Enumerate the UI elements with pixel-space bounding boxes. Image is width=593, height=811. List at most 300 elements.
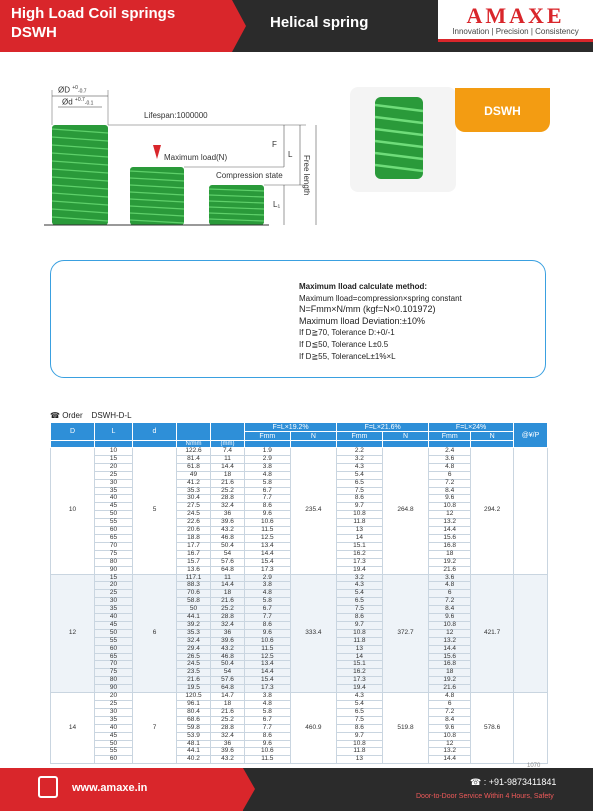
table-cell: 65 [95, 534, 133, 542]
table-cell: 17.3 [245, 685, 291, 693]
table-cell: 6.7 [245, 606, 291, 614]
table-cell: 43.2 [211, 756, 245, 764]
table-cell: 4.3 [337, 582, 383, 590]
table-cell: 53.9 [177, 732, 211, 740]
table-cell: 3.8 [245, 693, 291, 701]
table-cell: 12 [429, 511, 471, 519]
table-cell: 13.2 [429, 519, 471, 527]
table-cell: 24.5 [177, 511, 211, 519]
table-cell: 8.6 [245, 732, 291, 740]
formula-line-6: If D≧55, ToleranceL±1%×L [299, 351, 396, 361]
l-label: L [288, 150, 293, 159]
table-cell: 14.4 [211, 582, 245, 590]
table-cell: 17.3 [337, 677, 383, 685]
table-cell: 17.7 [177, 542, 211, 550]
table-cell: 58.8 [177, 598, 211, 606]
table-cell: 19.5 [177, 685, 211, 693]
table-cell: 21.6 [177, 677, 211, 685]
table-cell: 6.7 [245, 716, 291, 724]
table-cell: 40.2 [177, 756, 211, 764]
table-cell: 519.8 [382, 693, 429, 764]
table-cell: 16.2 [337, 550, 383, 558]
table-cell: 40 [95, 495, 133, 503]
table-cell: 14.4 [245, 550, 291, 558]
table-group-d14 [51, 693, 548, 764]
formula-line-5: If D≦50, Tolerance L±0.5 [299, 339, 389, 349]
table-cell: 12.5 [245, 653, 291, 661]
id-label: Ød $^{+0.7}$-0.1 [62, 97, 94, 107]
max-load-label: Maximum load(N) [164, 153, 228, 162]
table-cell: 32.4 [211, 621, 245, 629]
table-cell: 13.4 [245, 661, 291, 669]
table-cell: 26.5 [177, 653, 211, 661]
table-cell: 32.4 [211, 503, 245, 511]
lifespan-label: Lifespan:1000000 [144, 111, 208, 120]
table-cell: 44.1 [177, 614, 211, 622]
table-cell: 60 [95, 527, 133, 535]
table-cell: 29.4 [177, 645, 211, 653]
table-cell: 3.8 [245, 463, 291, 471]
table-cell: 9.6 [245, 740, 291, 748]
table-cell: 18 [211, 590, 245, 598]
table-cell: 4.8 [245, 590, 291, 598]
table-cell: 41.2 [177, 479, 211, 487]
table-cell: 50 [95, 740, 133, 748]
table-cell: 45 [95, 732, 133, 740]
compression-label: Compression state [216, 171, 283, 180]
table-cell: 17.3 [337, 558, 383, 566]
table-cell: 2.9 [245, 574, 291, 582]
table-cell: 36 [211, 740, 245, 748]
website-link[interactable]: www.amaxe.in [72, 782, 148, 794]
table-cell: 117.1 [177, 574, 211, 582]
table-cell: 122.6 [177, 448, 211, 456]
table-cell: 421.7 [471, 574, 514, 693]
table-cell: 65 [95, 653, 133, 661]
table-cell: 8.6 [245, 503, 291, 511]
table-cell: 25 [95, 701, 133, 709]
table-cell: 11 [211, 574, 245, 582]
table-cell: 11 [211, 455, 245, 463]
table-cell: 10 [51, 448, 95, 575]
table-cell: 8.4 [429, 487, 471, 495]
table-cell: 8.4 [429, 606, 471, 614]
table-cell: 70 [95, 661, 133, 669]
table-cell: 15.7 [177, 558, 211, 566]
table-cell: 9.7 [337, 732, 383, 740]
table-cell: 4.8 [245, 701, 291, 709]
page-number: 1070 [527, 763, 541, 769]
table-cell: 18 [429, 669, 471, 677]
table-cell: 55 [95, 519, 133, 527]
table-cell: 39.6 [211, 637, 245, 645]
table-cell: 9.6 [245, 629, 291, 637]
col-mm-blank [211, 423, 245, 441]
table-cell: 14.4 [211, 463, 245, 471]
col-n-3: N [471, 432, 514, 441]
brand-name: AMAXE [466, 3, 565, 28]
table-cell: 39.6 [211, 748, 245, 756]
table-group-d10 [51, 448, 548, 575]
table-cell: 48.1 [177, 740, 211, 748]
table-cell: 46.8 [211, 653, 245, 661]
table-cell: 88.3 [177, 582, 211, 590]
table-cell: 11.8 [337, 519, 383, 527]
table-cell: 20 [95, 582, 133, 590]
table-cell: 7.2 [429, 708, 471, 716]
formula-title: Maximum lload calculate method: [299, 282, 428, 291]
table-cell: 18 [211, 701, 245, 709]
title-line-1: High Load Coil springs [11, 5, 176, 22]
table-cell: 18 [211, 471, 245, 479]
table-cell: 39.6 [211, 519, 245, 527]
table-cell: 13.2 [429, 748, 471, 756]
shipping-note: Door-to-Door Service Within 4 Hours, Safety [416, 793, 554, 800]
table-cell: 7.7 [245, 724, 291, 732]
table-cell: 7.2 [429, 479, 471, 487]
phone-icon: ☎ [470, 777, 482, 787]
table-cell: 90 [95, 685, 133, 693]
formula-line-2: N=Fmm×N/mm (kgf=N×0.101972) [299, 304, 436, 315]
table-row [51, 574, 548, 582]
table-cell: 46.8 [211, 534, 245, 542]
table-cell: 20 [95, 693, 133, 701]
table-cell: 7.5 [337, 606, 383, 614]
unit-mm: (mm) [211, 441, 245, 448]
table-cell: 16.7 [177, 550, 211, 558]
table-cell: 9.6 [429, 724, 471, 732]
table-cell: 27.5 [177, 503, 211, 511]
table-cell: 4.3 [337, 693, 383, 701]
table-cell: 14 [51, 693, 95, 764]
table-cell: 35 [95, 606, 133, 614]
table-cell: 80 [95, 558, 133, 566]
footer-arrow [243, 768, 255, 810]
table-cell: 235.4 [290, 448, 337, 575]
order-label: Order [62, 411, 83, 420]
table-cell: 60 [95, 645, 133, 653]
table-cell: 12 [429, 740, 471, 748]
table-cell: 19.4 [337, 566, 383, 574]
table-cell: 14 [337, 534, 383, 542]
col-nmm-blank [177, 423, 211, 441]
table-cell: 75 [95, 669, 133, 677]
col-n-1: N [290, 432, 337, 441]
table-cell: 45 [95, 621, 133, 629]
table-cell: 3.8 [245, 582, 291, 590]
col-group-1: F=L×19.2% [245, 423, 337, 432]
table-cell: 8.4 [429, 716, 471, 724]
table-cell: 4.8 [429, 693, 471, 701]
table-cell: 49 [177, 471, 211, 479]
table-cell: 68.6 [177, 716, 211, 724]
table-group-d12 [51, 574, 548, 693]
table-cell: 25.2 [211, 606, 245, 614]
table-cell: 9.7 [337, 503, 383, 511]
table-cell: 40 [95, 614, 133, 622]
table-cell: 54 [211, 550, 245, 558]
table-row [51, 448, 548, 456]
table-cell: 11.5 [245, 756, 291, 764]
table-cell: 35 [95, 716, 133, 724]
table-cell: 19.4 [337, 685, 383, 693]
table-cell: 35.3 [177, 487, 211, 495]
section-title: Helical spring [270, 14, 369, 31]
spec-table [50, 422, 548, 764]
table-cell: 70 [95, 542, 133, 550]
load-arrow-icon [153, 145, 161, 159]
table-cell: 6.7 [245, 487, 291, 495]
table-cell: 5.8 [245, 598, 291, 606]
table-cell: 12 [429, 629, 471, 637]
table-cell: 35.3 [177, 629, 211, 637]
unit-nmm: N/mm [177, 441, 211, 448]
col-fmm-2: Fmm [337, 432, 383, 441]
f-label: F [272, 140, 277, 149]
table-cell: 32.4 [177, 637, 211, 645]
price-cell [514, 574, 548, 693]
table-cell: 44.1 [177, 748, 211, 756]
table-cell: 3.6 [429, 455, 471, 463]
table-cell: 16.8 [429, 661, 471, 669]
table-cell: 2.2 [337, 448, 383, 456]
col-fmm-1: Fmm [245, 432, 291, 441]
table-cell: 50.4 [211, 661, 245, 669]
table-cell: 294.2 [471, 448, 514, 575]
table-cell: 15.4 [245, 677, 291, 685]
table-cell: 5.4 [337, 471, 383, 479]
brand-logo [438, 0, 593, 42]
table-cell: 7 [133, 693, 177, 764]
od-label: ØD $^{+0}$-0.7 [58, 85, 87, 95]
product-spring-image [350, 87, 456, 192]
table-cell: 14.4 [429, 645, 471, 653]
phone-number: ☎ : +91-9873411841 [470, 777, 557, 787]
table-cell: 25 [95, 590, 133, 598]
table-cell: 9.7 [337, 621, 383, 629]
table-cell: 59.8 [177, 724, 211, 732]
product-badge-label: DSWH [484, 104, 521, 118]
table-cell: 7.5 [337, 716, 383, 724]
table-cell: 80 [95, 677, 133, 685]
col-group-2: F=L×21.6% [337, 423, 429, 432]
table-cell: 28.8 [211, 614, 245, 622]
table-cell: 12.5 [245, 534, 291, 542]
table-cell: 96.1 [177, 701, 211, 709]
table-cell: 5.8 [245, 708, 291, 716]
table-cell: 6.5 [337, 479, 383, 487]
table-cell: 21.6 [211, 479, 245, 487]
table-cell: 7.4 [211, 448, 245, 456]
table-cell: 4.3 [337, 463, 383, 471]
table-cell: 13.2 [429, 637, 471, 645]
brand-tagline: Innovation | Precision | Consistency [452, 27, 579, 36]
table-cell: 21.6 [429, 566, 471, 574]
table-cell: 14.4 [429, 756, 471, 764]
table-cell: 24.5 [177, 661, 211, 669]
table-cell: 2.9 [245, 455, 291, 463]
table-cell: 30 [95, 598, 133, 606]
table-cell: 4.8 [429, 463, 471, 471]
header-arrow [232, 0, 246, 52]
table-cell: 28.8 [211, 495, 245, 503]
formula-line-4: If D≧70, Tolerance D:+0/-1 [299, 328, 395, 338]
table-cell: 3.2 [337, 455, 383, 463]
table-cell: 9.6 [429, 495, 471, 503]
table-cell: 4.8 [429, 582, 471, 590]
table-cell: 21.6 [211, 708, 245, 716]
table-cell: 57.6 [211, 677, 245, 685]
order-code-value: DSWH-D-L [91, 411, 132, 420]
table-cell: 64.8 [211, 566, 245, 574]
table-cell: 10.6 [245, 519, 291, 527]
l1-label: L₁ [273, 200, 281, 209]
table-cell: 10.8 [429, 732, 471, 740]
table-cell: 90 [95, 566, 133, 574]
table-cell: 578.6 [471, 693, 514, 764]
table-cell: 6 [429, 471, 471, 479]
table-cell: 10 [95, 448, 133, 456]
table-cell: 13 [337, 645, 383, 653]
table-cell: 14.4 [245, 669, 291, 677]
formula-text [299, 281, 462, 362]
table-cell: 35 [95, 487, 133, 495]
table-cell: 11.5 [245, 527, 291, 535]
col-n-2: N [382, 432, 429, 441]
table-cell: 14.7 [211, 693, 245, 701]
table-cell: 9.6 [429, 614, 471, 622]
table-cell: 6 [429, 701, 471, 709]
table-cell: 5 [133, 448, 177, 575]
table-cell: 21.6 [211, 598, 245, 606]
table-cell: 45 [95, 503, 133, 511]
table-cell: 3.2 [337, 574, 383, 582]
table-cell: 18.8 [177, 534, 211, 542]
table-cell: 7.7 [245, 495, 291, 503]
table-cell: 81.4 [177, 455, 211, 463]
table-cell: 8.6 [337, 495, 383, 503]
table-cell: 16.8 [429, 542, 471, 550]
formula-line-3: Maximum lload Deviation:±10% [299, 315, 425, 326]
table-cell: 43.2 [211, 645, 245, 653]
table-cell: 264.8 [382, 448, 429, 575]
formula-line-1: Maximum lload=compression×spring constant [299, 293, 462, 303]
table-cell: 8.6 [337, 614, 383, 622]
price-cell [514, 693, 548, 764]
table-cell: 20 [95, 463, 133, 471]
table-cell: 333.4 [290, 574, 337, 693]
table-cell: 5.4 [337, 701, 383, 709]
table-cell: 4.8 [245, 471, 291, 479]
col-price: @¥/P [514, 423, 548, 448]
table-cell: 64.8 [211, 685, 245, 693]
col-d: D [51, 423, 95, 441]
table-cell: 15 [95, 574, 133, 582]
phone-icon: ☎ [50, 411, 60, 420]
table-cell: 1.9 [245, 448, 291, 456]
table-cell: 14 [337, 653, 383, 661]
table-cell: 6.5 [337, 708, 383, 716]
table-cell: 7.5 [337, 487, 383, 495]
table-cell: 10.6 [245, 748, 291, 756]
table-cell: 2.4 [429, 448, 471, 456]
table-cell: 15.6 [429, 534, 471, 542]
table-row [51, 693, 548, 701]
table-cell: 19.2 [429, 558, 471, 566]
table-cell: 9.6 [245, 511, 291, 519]
table-cell: 7.2 [429, 598, 471, 606]
table-cell: 18 [429, 550, 471, 558]
table-cell: 13 [337, 756, 383, 764]
table-cell: 15.1 [337, 542, 383, 550]
table-cell: 460.9 [290, 693, 337, 764]
table-cell: 13 [337, 527, 383, 535]
product-photo [350, 87, 456, 192]
table-cell: 43.2 [211, 527, 245, 535]
compressed-spring [209, 185, 264, 225]
table-cell: 50 [95, 511, 133, 519]
table-cell: 20.6 [177, 527, 211, 535]
cart-icon [38, 776, 58, 798]
table-cell: 30.4 [177, 495, 211, 503]
table-cell: 3.6 [429, 574, 471, 582]
spring-diagram [44, 85, 329, 235]
table-cell: 10.8 [429, 503, 471, 511]
table-cell: 30 [95, 479, 133, 487]
table-cell: 10.8 [337, 740, 383, 748]
table-cell: 50 [177, 606, 211, 614]
table-cell: 32.4 [211, 732, 245, 740]
table-cell: 17.3 [245, 566, 291, 574]
table-cell: 22.6 [177, 519, 211, 527]
table-cell: 8.6 [245, 621, 291, 629]
table-cell: 54 [211, 669, 245, 677]
table-cell: 16.2 [337, 669, 383, 677]
free-spring [52, 125, 108, 225]
table-cell: 15.1 [337, 661, 383, 669]
table-cell: 13.6 [177, 566, 211, 574]
table-cell: 7.7 [245, 614, 291, 622]
col-fmm-3: Fmm [429, 432, 471, 441]
table-cell: 36 [211, 511, 245, 519]
table-cell: 11.8 [337, 637, 383, 645]
title-line-2: DSWH [11, 24, 57, 41]
table-cell: 19.2 [429, 677, 471, 685]
table-cell: 10.8 [337, 629, 383, 637]
table-cell: 23.5 [177, 669, 211, 677]
table-cell: 11.5 [245, 645, 291, 653]
col-group-3: F=L×24% [429, 423, 514, 432]
table-cell: 8.6 [337, 724, 383, 732]
table-cell: 6 [429, 590, 471, 598]
table-cell: 21.6 [429, 685, 471, 693]
table-cell: 50.4 [211, 542, 245, 550]
col-l: L [95, 423, 133, 441]
table-cell: 120.5 [177, 693, 211, 701]
table-cell: 61.8 [177, 463, 211, 471]
table-cell: 25.2 [211, 487, 245, 495]
table-cell: 25 [95, 471, 133, 479]
order-code [50, 411, 132, 420]
table-cell: 15.4 [245, 558, 291, 566]
table-cell: 39.2 [177, 621, 211, 629]
product-badge [455, 88, 550, 132]
table-cell: 5.8 [245, 479, 291, 487]
table-cell: 40 [95, 724, 133, 732]
table-cell: 36 [211, 629, 245, 637]
table-cell: 11.8 [337, 748, 383, 756]
table-cell: 10.8 [337, 511, 383, 519]
